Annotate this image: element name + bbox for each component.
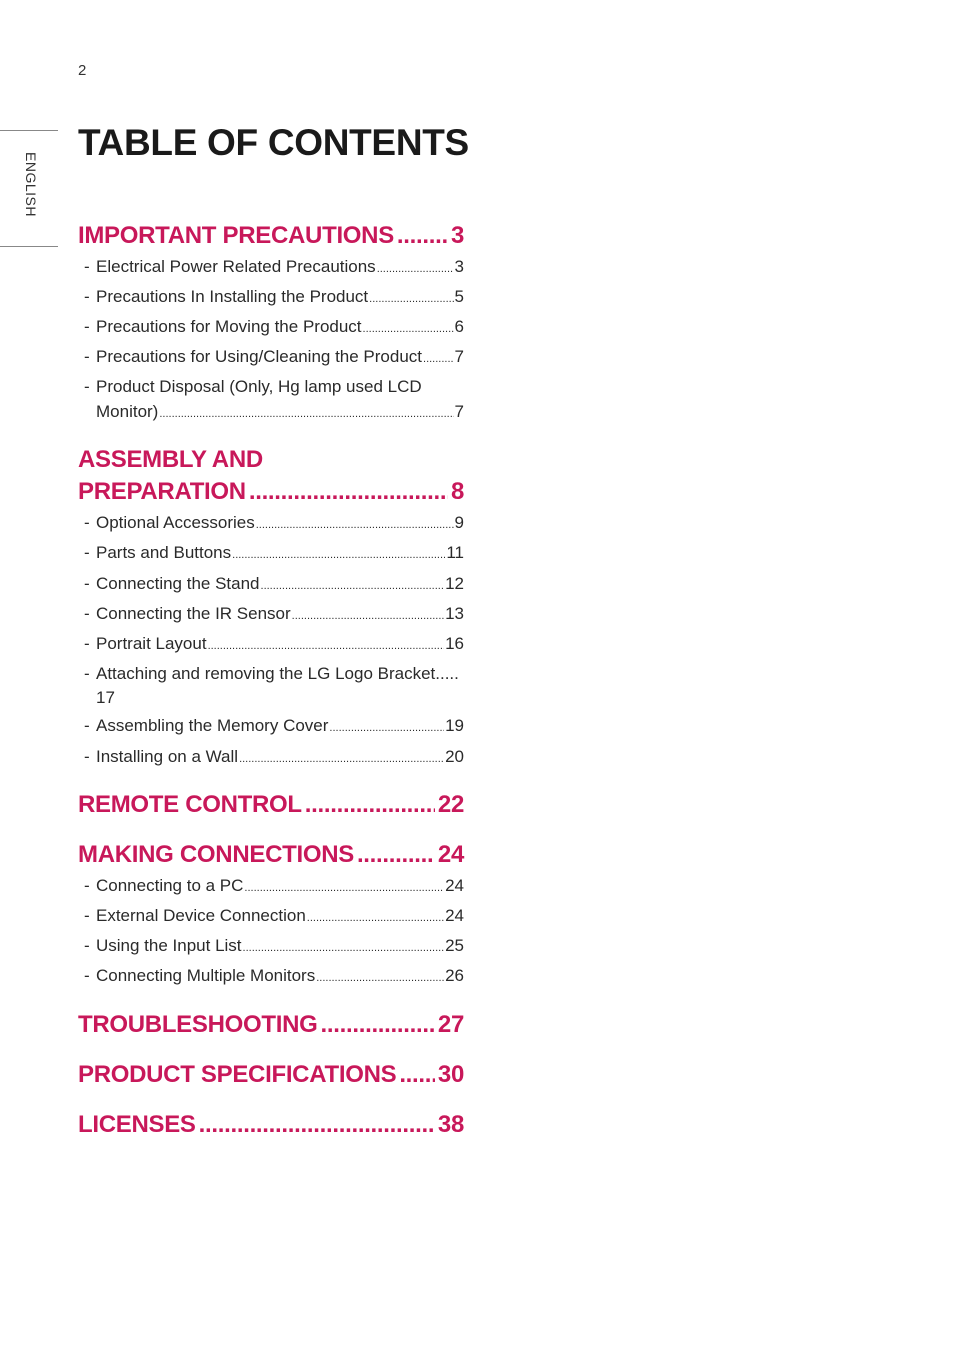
toc-entry-page: 6: [454, 317, 464, 337]
toc-entry[interactable]: - Connecting the Stand ..... 12: [78, 572, 464, 599]
section-heading-label: PRODUCT SPECIFICATIONS: [78, 1060, 397, 1088]
section-page-number: 8: [450, 478, 464, 506]
section-heading-label: MAKING CONNECTIONS: [78, 841, 354, 869]
toc-entry[interactable]: - Portrait Layout ..... 16: [78, 632, 464, 659]
toc-entry-label: External Device Connection: [96, 906, 306, 926]
toc-entry-page: 13: [445, 603, 464, 623]
toc-entry-label: Optional Accessories: [96, 513, 255, 533]
toc-section-heading[interactable]: [78, 1009, 464, 1041]
toc-entry-label: Assembling the Memory Cover: [96, 716, 329, 736]
section-page-number: 22: [437, 791, 464, 819]
toc-entry-label: Connecting the Stand: [96, 573, 260, 593]
toc-section-heading[interactable]: [78, 1059, 464, 1091]
toc-entry-page: 24: [445, 876, 464, 896]
toc-entry-label: Electrical Power Related Precautions: [96, 257, 376, 276]
section-page-number: 38: [437, 1110, 464, 1138]
side-tab-bottom-rule: [0, 246, 58, 247]
dot-leader: [159, 402, 453, 427]
dot-leader: [292, 604, 444, 629]
table-of-contents: [78, 220, 464, 1159]
toc-section-heading[interactable]: [78, 444, 464, 508]
toc-entry[interactable]: - Parts and Buttons ..... 11: [78, 541, 464, 568]
toc-entry-page: 12: [445, 573, 464, 593]
section-heading-label: LICENSES: [78, 1110, 196, 1138]
toc-entry-label-line1: Attaching and removing the LG Logo Bracket.....: [96, 663, 459, 683]
toc-entry-label: Precautions for Using/Cleaning the Product: [96, 347, 423, 367]
dot-leader: [369, 287, 453, 312]
dot-leader: [256, 513, 454, 538]
dot-leader: [232, 543, 445, 568]
dot-leader: [261, 574, 445, 599]
toc-entry-label: Connecting Multiple Monitors: [96, 966, 316, 986]
toc-entry-page: 7: [454, 401, 464, 421]
toc-section-heading[interactable]: [78, 789, 464, 821]
page-number: 2: [78, 62, 87, 79]
toc-entry-label-line2: 17: [96, 688, 115, 708]
toc-entry-page: 16: [445, 633, 464, 653]
dot-leader: [316, 966, 444, 991]
dot-leader: [249, 476, 448, 508]
dot-leader: [377, 257, 454, 282]
toc-entry-page: 24: [445, 906, 464, 926]
toc-entry-page: 19: [445, 716, 464, 736]
toc-section-making-connections: [78, 839, 464, 991]
page-title: TABLE OF CONTENTS: [78, 122, 469, 163]
dot-leader: [307, 906, 444, 931]
toc-entry[interactable]: - Optional Accessories ..... 9: [78, 511, 464, 538]
section-heading-label-line1: ASSEMBLY AND: [78, 446, 263, 474]
dot-leader: [423, 347, 454, 372]
toc-entry[interactable]: - External Device Connection ..... 24: [78, 904, 464, 931]
section-heading-label: REMOTE CONTROL: [78, 791, 302, 819]
toc-entry[interactable]: - Connecting Multiple Monitors ..... 26: [78, 964, 464, 991]
toc-section-heading[interactable]: [78, 1109, 464, 1141]
dot-leader: [399, 1059, 435, 1091]
toc-entry-page: 11: [446, 543, 464, 563]
toc-entry-page: 7: [454, 347, 464, 367]
toc-section-product-specifications: [78, 1059, 464, 1091]
toc-entry-page: 20: [445, 746, 464, 766]
toc-entry[interactable]: - Attaching and removing the LG Logo Bracket..... 17: [78, 662, 464, 711]
toc-entry-page: 3: [454, 257, 464, 276]
dot-leader: [208, 634, 445, 659]
dot-leader: [321, 1009, 435, 1041]
toc-entry[interactable]: - Installing on a Wall ..... 20: [78, 745, 464, 772]
dot-leader: [244, 876, 444, 901]
section-page-number: 30: [437, 1060, 464, 1088]
toc-entry-label: Precautions In Installing the Product: [96, 287, 369, 307]
toc-entry-label: Using the Input List: [96, 936, 242, 956]
section-page-number: 3: [450, 222, 464, 249]
toc-entry-label-line2: Monitor): [96, 401, 159, 421]
toc-entry-label-line1: Product Disposal (Only, Hg lamp used LCD: [96, 377, 422, 397]
toc-entry[interactable]: - Using the Input List ..... 25: [78, 934, 464, 961]
toc-entry[interactable]: - Precautions for Moving the Product ..... 6: [78, 315, 464, 342]
toc-section-important-precautions: [78, 220, 464, 426]
toc-section-remote-control: [78, 789, 464, 821]
toc-entry-label: Connecting to a PC: [96, 876, 244, 896]
section-heading-label: TROUBLESHOOTING: [78, 1010, 318, 1038]
toc-entry-label: Connecting the IR Sensor: [96, 603, 291, 623]
toc-entry[interactable]: - Connecting the IR Sensor ..... 13: [78, 602, 464, 629]
dot-leader: [397, 220, 448, 252]
toc-entry-label: Precautions for Moving the Product: [96, 317, 362, 337]
side-tab-top-rule: [0, 130, 58, 131]
toc-section-heading[interactable]: [78, 220, 464, 252]
dot-leader: [363, 317, 454, 342]
toc-entry[interactable]: - Electrical Power Related Precautions ..... 3: [78, 255, 464, 282]
toc-entry-page: 26: [445, 966, 464, 986]
toc-section-assembly-and-preparation: [78, 444, 464, 771]
language-side-tab: ENGLISH: [23, 152, 39, 217]
dot-leader: [243, 936, 445, 961]
toc-entry-label: Installing on a Wall: [96, 746, 239, 766]
dot-leader: [305, 789, 435, 821]
toc-entry[interactable]: - Product Disposal (Only, Hg lamp used LCD Monitor) ..... 7: [78, 375, 464, 426]
toc-entry-label: Portrait Layout: [96, 633, 207, 653]
toc-entry[interactable]: - Connecting to a PC ..... 24: [78, 874, 464, 901]
toc-entry-label: Parts and Buttons: [96, 543, 232, 563]
section-page-number: 24: [437, 841, 464, 869]
section-heading-label-line2: PREPARATION: [78, 478, 246, 506]
section-heading-label: IMPORTANT PRECAUTIONS: [78, 222, 394, 249]
toc-section-heading[interactable]: [78, 839, 464, 871]
dot-leader: [199, 1109, 435, 1141]
toc-entry[interactable]: - Precautions for Using/Cleaning the Product ..... 7: [78, 345, 464, 372]
toc-entry-page: 25: [445, 936, 464, 956]
toc-section-troubleshooting: [78, 1009, 464, 1041]
toc-entry[interactable]: - Precautions In Installing the Product ..... 5: [78, 285, 464, 312]
dot-leader: [357, 839, 435, 871]
dot-leader: [239, 747, 444, 772]
toc-section-licenses: [78, 1109, 464, 1141]
section-page-number: 27: [437, 1010, 464, 1038]
toc-entry-page: 9: [454, 513, 464, 533]
toc-entry[interactable]: - Assembling the Memory Cover ..... 19: [78, 714, 464, 741]
toc-entry-page: 5: [454, 287, 464, 307]
dot-leader: [329, 716, 444, 741]
